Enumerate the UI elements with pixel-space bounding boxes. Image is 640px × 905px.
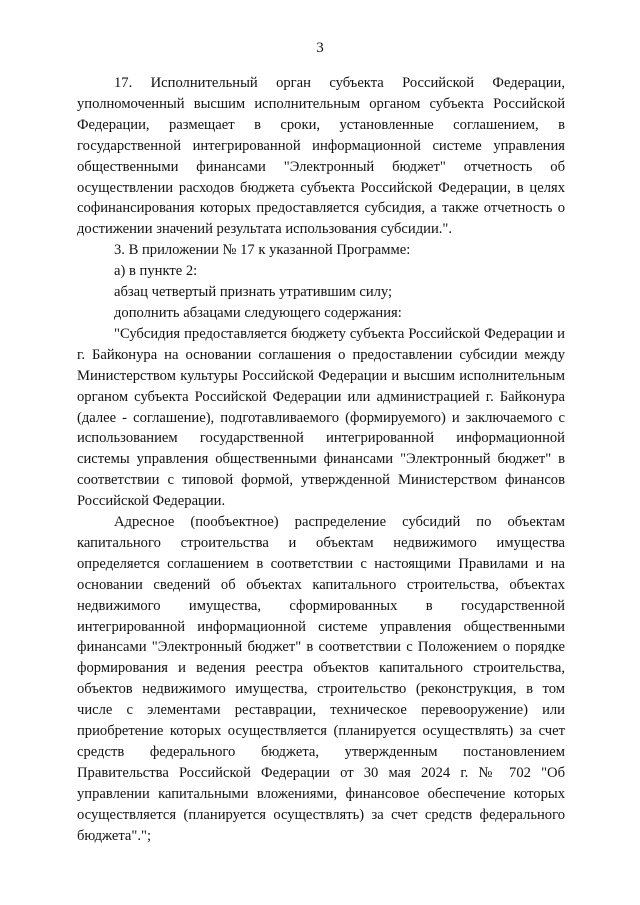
paragraph-item-3-appendix-17: 3. В приложении № 17 к указанной Программе: — [114, 242, 411, 259]
paragraph-supplement-intro: дополнить абзацами следующего содержания: — [114, 304, 402, 321]
paragraph-subsidy-agreement: "Субсидия предоставляется бюджету субъекта Российской Федерации и г. Байконура на основании соглашения о предоставлении субсидии между Министерством культуры Российской Федерации и высшим исполнительным органом субъекта Российской Федерации или администрацией г. Байконура (далее - соглашение), подготавливаемого (формируемого) и заключаемого с использованием государственной интегрированной информационной системы управления общественными финансами "Электронный бюджет" в соответствии с типовой формой, утвержденной Министерством финансов Российской Федерации. — [77, 325, 565, 510]
paragraph-address-distribution: Адресное (пообъектное) распределение субсидий по объектам капитального строительства и объектам недвижимого имущества определяется соглашением в соответствии с настоящими Правилами и на основании сведений об объектах капитального строительства, объектах недвижимого имущества, сформированных в государственной интегрированной информационной системе управления общественными финансами "Электронный бюджет" в соответствии с Положением о порядке формирования и ведения реестра объектов капитального строительства, объектов недвижимого имущества, строительство (реконструкция, в том числе с элементами реставрации, техническое перевооружение) или приобретение которых осуществляется (планируется осуществлять) за счет средств федерального бюджета, утвержденным постановлением Правительства Российской Федерации от 30 мая 2024 г. № 702 "Об управлении капитальными вложениями, финансовое обеспечение которых осуществляется (планируется осуществлять) за счет средств федерального бюджета"."; — [77, 514, 565, 844]
page-number: 3 — [316, 40, 324, 56]
paragraph-repeal-fourth-abzac: абзац четвертый признать утратившим силу; — [114, 284, 393, 301]
paragraph-item-17-reporting: 17. Исполнительный орган субъекта Российской Федерации, уполномоченный высшим исполнительным органом субъекта Российской Федерации, размещает в сроки, установленные соглашением, в государственной интегрированной информационной системе управления общественными финансами "Электронный бюджет" отчетность об осуществлении расходов бюджета субъекта Российской Федерации, в целях софинансирования которых предоставляется субсидия, а также отчетность о достижении значений результата использования субсидии.". — [77, 75, 565, 238]
paragraph-subitem-a: а) в пункте 2: — [114, 263, 198, 280]
document-body — [77, 73, 565, 847]
